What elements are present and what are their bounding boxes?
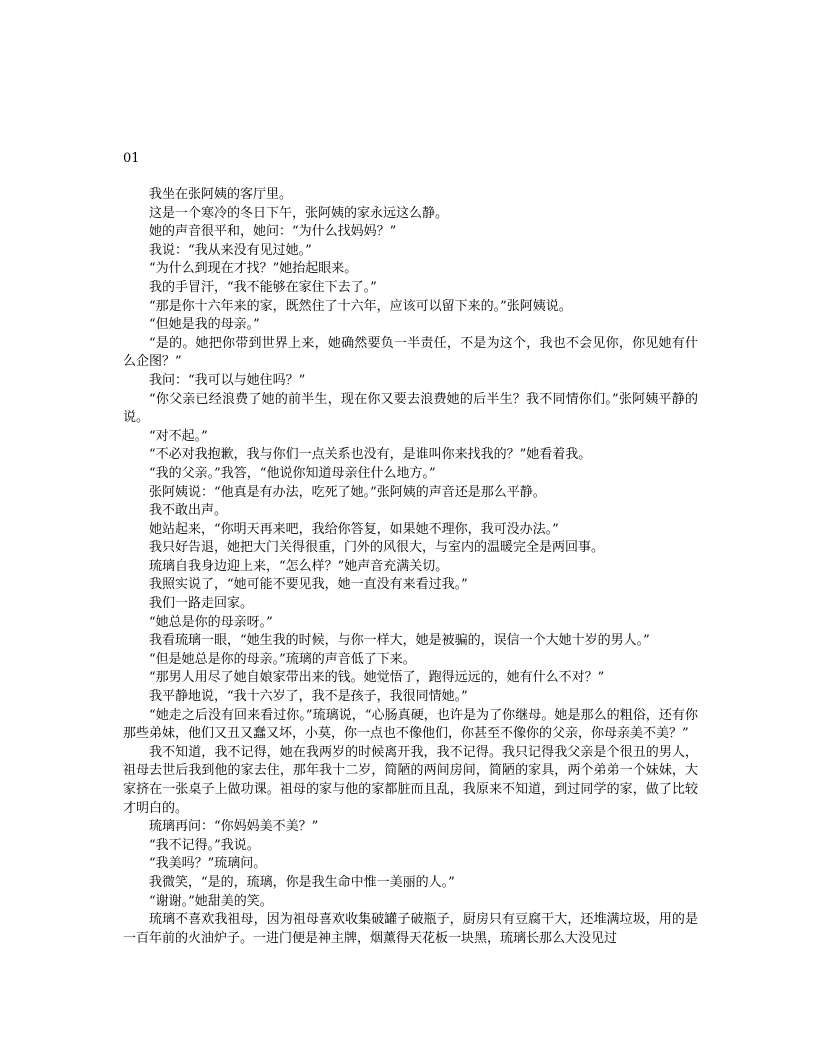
paragraph: “我美吗？”琉璃问。 bbox=[149, 856, 267, 872]
paragraph: “为什么到现在才找？”她抬起眼来。 bbox=[149, 261, 358, 277]
paragraph: 我说：“我从来没有见过她。” bbox=[149, 242, 312, 258]
paragraph: 我看琉璃一眼，“她生我的时候，与你一样大，她是被骗的，误信一个大她十岁的男人。” bbox=[149, 633, 650, 649]
paragraph: 我微笑，“是的，琉璃，你是我生命中惟一美丽的人。” bbox=[149, 874, 455, 890]
paragraph: 我坐在张阿姨的客厅里。 bbox=[149, 187, 293, 202]
paragraph: 我只好告退，她把大门关得很重，门外的风很大，与室内的温暖完全是两回事。 bbox=[149, 540, 605, 556]
paragraph: 我不敢出声。 bbox=[149, 503, 228, 519]
paragraph: 我照实说了，“她可能不要见我，她一直没有来看过我。” bbox=[149, 577, 468, 593]
paragraph: 张阿姨说：“他真是有办法，吃死了她。”张阿姨的声音还是那么平静。 bbox=[149, 484, 546, 500]
paragraph: 我的手冒汗，“我不能够在家住下去了。” bbox=[149, 279, 377, 295]
body-text bbox=[123, 186, 698, 948]
paragraph: 这是一个寒冷的冬日下午，张阿姨的家永远这么静。 bbox=[149, 205, 449, 221]
paragraph: 琉璃自我身边迎上来，“怎么样？”她声音充满关切。 bbox=[149, 558, 449, 574]
paragraph: “你父亲已经浪费了她的前半生，现在你又要去浪费她的后半生？我不同情你们。”张阿姨平静的说。 bbox=[123, 391, 698, 426]
paragraph: “我不记得。”我说。 bbox=[149, 837, 260, 853]
paragraph: “谢谢。”她甜美的笑。 bbox=[149, 893, 273, 909]
paragraph: “她走之后没有回来看过你。”琉璃说，“心肠真硬，也许是为了你继母。她是那么的粗俗，还有你那些弟妹，他们又丑又蠢又坏，小莫，你一点也不像他们，你甚至不像你的父亲，你母亲美不美？” bbox=[123, 707, 698, 742]
paragraph: “不必对我抱歉，我与你们一点关系也没有，是谁叫你来找我的？”她看着我。 bbox=[149, 447, 592, 463]
paragraph: “她总是你的母亲呀。” bbox=[149, 614, 273, 630]
paragraph: 我们一路走回家。 bbox=[149, 596, 254, 612]
paragraph: 我问：“我可以与她住吗？” bbox=[149, 372, 306, 388]
paragraph: “我的父亲。”我答，“他说你知道母亲住什么地方。” bbox=[149, 465, 436, 481]
paragraph: “是的。她把你带到世界上来，她确然要负一半责任，不是为这个，我也不会见你，你见她有什么企图？” bbox=[123, 335, 698, 370]
paragraph: 我不知道，我不记得，她在我两岁的时候离开我，我不记得。我只记得我父亲是个很丑的男人，祖母去世后我到他的家去住，那年我十二岁，简陋的两间房间，简陋的家具，两个弟弟一个妹妹，大家挤在一张桌子上做功课。祖母的家与他的家都脏而且乱，我原来不知道，到过同学的家，做了比较才明白的。 bbox=[123, 744, 698, 816]
paragraph: “对不起。” bbox=[149, 428, 208, 444]
paragraph: “但是她总是你的母亲。”琉璃的声音低了下来。 bbox=[149, 651, 416, 667]
paragraph: “那是你十六年来的家，既然住了十六年，应该可以留下来的。”张阿姨说。 bbox=[149, 298, 572, 314]
paragraph: “但她是我的母亲。” bbox=[149, 317, 260, 333]
paragraph: 她的声音很平和，她问：“为什么找妈妈？” bbox=[149, 224, 397, 240]
paragraph: 琉璃不喜欢我祖母，因为祖母喜欢收集破罐子破瓶子，厨房只有豆腐干大，还堆满垃圾，用的是一百年前的火油炉子。一进门便是神主牌，烟薰得天花板一块黑，琉璃长那么大没见过 bbox=[123, 912, 698, 946]
paragraph: “那男人用尽了她自娘家带出来的钱。她觉悟了，跑得远远的，她有什么不对？” bbox=[149, 670, 605, 686]
paragraph: 我平静地说，“我十六岁了，我不是孩子，我很同情她。” bbox=[149, 689, 468, 705]
paragraph: 琉璃再问：“你妈妈美不美？” bbox=[149, 819, 319, 835]
paragraph: 她站起来，“你明天再来吧，我给你答复，如果她不理你，我可没办法。” bbox=[149, 521, 559, 537]
chapter-number: 01 bbox=[123, 151, 140, 166]
